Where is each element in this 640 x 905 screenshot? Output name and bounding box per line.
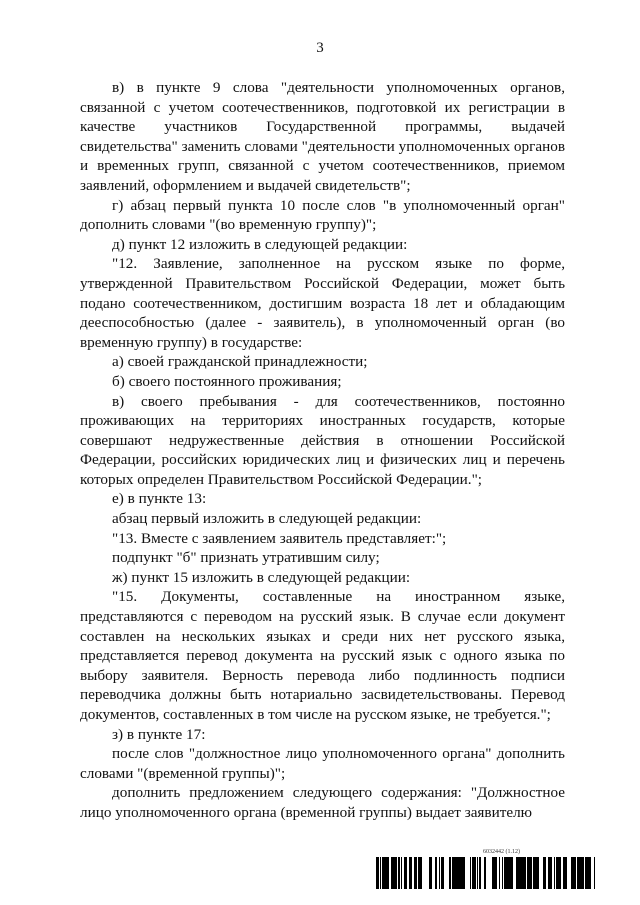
page-number: 3 (316, 40, 324, 56)
paragraph: з) в пункте 17: (112, 725, 206, 743)
paragraph: д) пункт 12 изложить в следующей редакции: (112, 235, 408, 253)
paragraph: в) своего пребывания - для соотечественников, постоянно проживающих на территориях иностранных государств, которые совершают недружественные действия в отношении Российской Федерации, российских юридических лиц и физических лиц и перечень которых определен Правительством Российской Федерации."; (80, 392, 565, 488)
paragraph: абзац первый изложить в следующей редакции: (112, 510, 422, 528)
paragraph: ж) пункт 15 изложить в следующей редакции: (112, 568, 411, 586)
paragraph: дополнить предложением следующего содержания: "Должностное лицо уполномоченного органа (временной группы) выдает заявителю (80, 784, 565, 821)
document-code: 6032442 (1.12) (483, 849, 520, 855)
paragraph: е) в пункте 13: (112, 490, 207, 508)
paragraph: б) своего постоянного проживания; (112, 372, 342, 390)
paragraph: "12. Заявление, заполненное на русском языке по форме, утвержденной Правительством Российской Федерации, может быть подано соотечественником, достигшим возраста 18 лет и обладающим дееспособностью (далее - заявитель), в уполномоченный орган (во временную группу) в государстве: (80, 255, 565, 351)
paragraph: в) в пункте 9 слова "деятельности уполномоченных органов, связанной с учетом соотечественников, подготовкой их регистрации в качестве участников Государственной программы, выдачей свидетельства" заменить словами "деятельности уполномоченных органов и временных групп, связанной с учетом соотечественников, приемом заявлений, оформлением и выдачей свидетельств"; (80, 79, 565, 194)
paragraph: "15. Документы, составленные на иностранном языке, представляются с переводом на русский язык. В случае если документ составлен на нескольких языках и среди них нет русского языка, представляется перевод документа на русский язык с одного языка по выбору заявителя. Верность перевода либо подлинность подписи переводчика должны быть нотариально засвидетельствованы. Перевод документов, составленных в том числе на русском языке, не требуется."; (80, 588, 565, 723)
paragraph: а) своей гражданской принадлежности; (112, 353, 368, 371)
barcode-icon (376, 857, 600, 889)
paragraph: подпункт "б" признать утратившим силу; (112, 549, 380, 567)
paragraph: г) абзац первый пункта 10 после слов "в уполномоченный орган" дополнить словами "(во временную группу)"; (80, 196, 565, 234)
footer (376, 849, 600, 889)
paragraph: "13. Вместе с заявлением заявитель представляет:"; (112, 529, 447, 547)
document-body (80, 78, 565, 823)
paragraph: после слов "должностное лицо уполномоченного органа" дополнить словами "(временной группы)"; (80, 745, 565, 782)
